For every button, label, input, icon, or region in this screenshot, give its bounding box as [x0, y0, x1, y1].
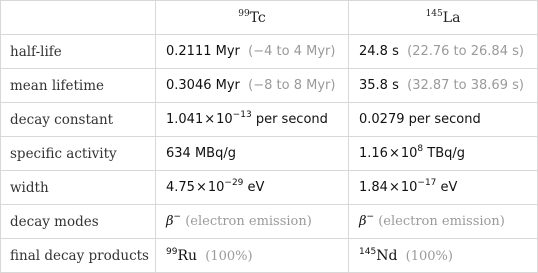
la-width-mantissa: 1.84 — [359, 180, 388, 195]
la-half-life-value: 24.8 — [359, 44, 388, 59]
tc-mean-lifetime-cell — [156, 69, 349, 103]
row-label-decay-modes: decay modes — [1, 205, 156, 239]
la-specific-activity-unit: TBq/g — [427, 146, 466, 161]
tc-width-base: 10 — [207, 180, 225, 195]
tc-beta-symbol: β — [166, 214, 174, 229]
tc-specific-activity-unit: MBq/g — [194, 146, 236, 161]
la-width-unit: eV — [440, 180, 458, 195]
tc-product-mass: 99 — [166, 246, 178, 257]
la-width-base: 10 — [400, 180, 418, 195]
la-mean-lifetime-unit: s — [392, 78, 399, 93]
tc-decay-constant-mantissa: 1.041 — [166, 112, 204, 127]
tc-decay-constant-exponent: −13 — [232, 110, 252, 120]
row-half-life — [1, 35, 538, 69]
row-label-specific-activity: specific activity — [1, 137, 156, 171]
la-specific-activity-exponent: 8 — [417, 144, 424, 154]
la-decay-constant-cell — [349, 103, 538, 137]
la-symbol: La — [442, 9, 461, 26]
tc-decay-mode-text: (electron emission) — [185, 214, 312, 229]
tc-decay-constant-base: 10 — [216, 112, 233, 127]
la-product-symbol: Nd — [376, 247, 398, 264]
tc-mean-lifetime-value: 0.3046 — [166, 78, 212, 93]
times-sign: × — [388, 180, 400, 195]
la-decay-modes-cell — [349, 205, 538, 239]
row-label-decay-constant: decay constant — [1, 103, 156, 137]
times-sign: × — [204, 112, 216, 127]
la-product-mass: 145 — [359, 246, 377, 257]
tc-width-mantissa: 4.75 — [166, 180, 195, 195]
la-specific-activity-mantissa: 1.16 — [359, 146, 388, 161]
la-width-cell — [349, 171, 538, 205]
tc-specific-activity-cell — [156, 137, 349, 171]
times-sign: × — [388, 146, 400, 161]
tc-symbol: Tc — [249, 9, 266, 26]
header-empty-cell — [1, 1, 156, 35]
tc-half-life-cell — [156, 35, 349, 69]
tc-mass-number: 99 — [238, 8, 250, 19]
tc-width-exponent: −29 — [224, 178, 244, 188]
la-mean-lifetime-value: 35.8 — [359, 78, 388, 93]
la-mass-number: 145 — [425, 8, 443, 19]
tc-mean-lifetime-range: (−8 to 8 Myr) — [248, 78, 336, 93]
header-tc — [156, 1, 349, 35]
tc-half-life-unit: Myr — [215, 44, 240, 59]
tc-half-life-value: 0.2111 — [166, 44, 212, 59]
row-decay-constant — [1, 103, 538, 137]
la-beta-charge: − — [366, 212, 375, 222]
la-width-exponent: −17 — [417, 178, 437, 188]
row-specific-activity — [1, 137, 538, 171]
la-specific-activity-base: 10 — [400, 146, 418, 161]
la-mean-lifetime-range: (32.87 to 38.69 s) — [407, 78, 524, 93]
la-product-percent: (100%) — [405, 248, 453, 264]
la-decay-constant-unit: per second — [408, 112, 481, 127]
la-decay-constant-value: 0.0279 — [359, 112, 405, 127]
times-sign: × — [195, 180, 207, 195]
la-decay-mode-text: (electron emission) — [378, 214, 505, 229]
tc-final-products-cell — [156, 239, 349, 273]
row-label-final-decay-products: final decay products — [1, 239, 156, 273]
tc-beta-charge: − — [173, 212, 182, 222]
header-row — [1, 1, 538, 35]
row-label-mean-lifetime: mean lifetime — [1, 69, 156, 103]
row-width — [1, 171, 538, 205]
tc-decay-constant-unit: per second — [255, 112, 328, 127]
tc-specific-activity-value: 634 — [166, 146, 191, 161]
header-la — [349, 1, 538, 35]
la-specific-activity-cell — [349, 137, 538, 171]
la-half-life-unit: s — [392, 44, 399, 59]
tc-width-cell — [156, 171, 349, 205]
tc-decay-constant-cell — [156, 103, 349, 137]
tc-width-unit: eV — [247, 180, 265, 195]
tc-product-symbol: Ru — [177, 247, 198, 264]
row-mean-lifetime — [1, 69, 538, 103]
la-mean-lifetime-cell — [349, 69, 538, 103]
tc-product-percent: (100%) — [205, 248, 253, 264]
la-half-life-cell — [349, 35, 538, 69]
la-half-life-range: (22.76 to 26.84 s) — [407, 44, 524, 59]
row-label-half-life: half-life — [1, 35, 156, 69]
la-final-products-cell — [349, 239, 538, 273]
tc-mean-lifetime-unit: Myr — [215, 78, 240, 93]
row-label-width: width — [1, 171, 156, 205]
row-decay-modes — [1, 205, 538, 239]
la-beta-symbol: β — [359, 214, 367, 229]
tc-decay-modes-cell — [156, 205, 349, 239]
row-final-decay-products — [1, 239, 538, 273]
tc-half-life-range: (−4 to 4 Myr) — [248, 44, 336, 59]
